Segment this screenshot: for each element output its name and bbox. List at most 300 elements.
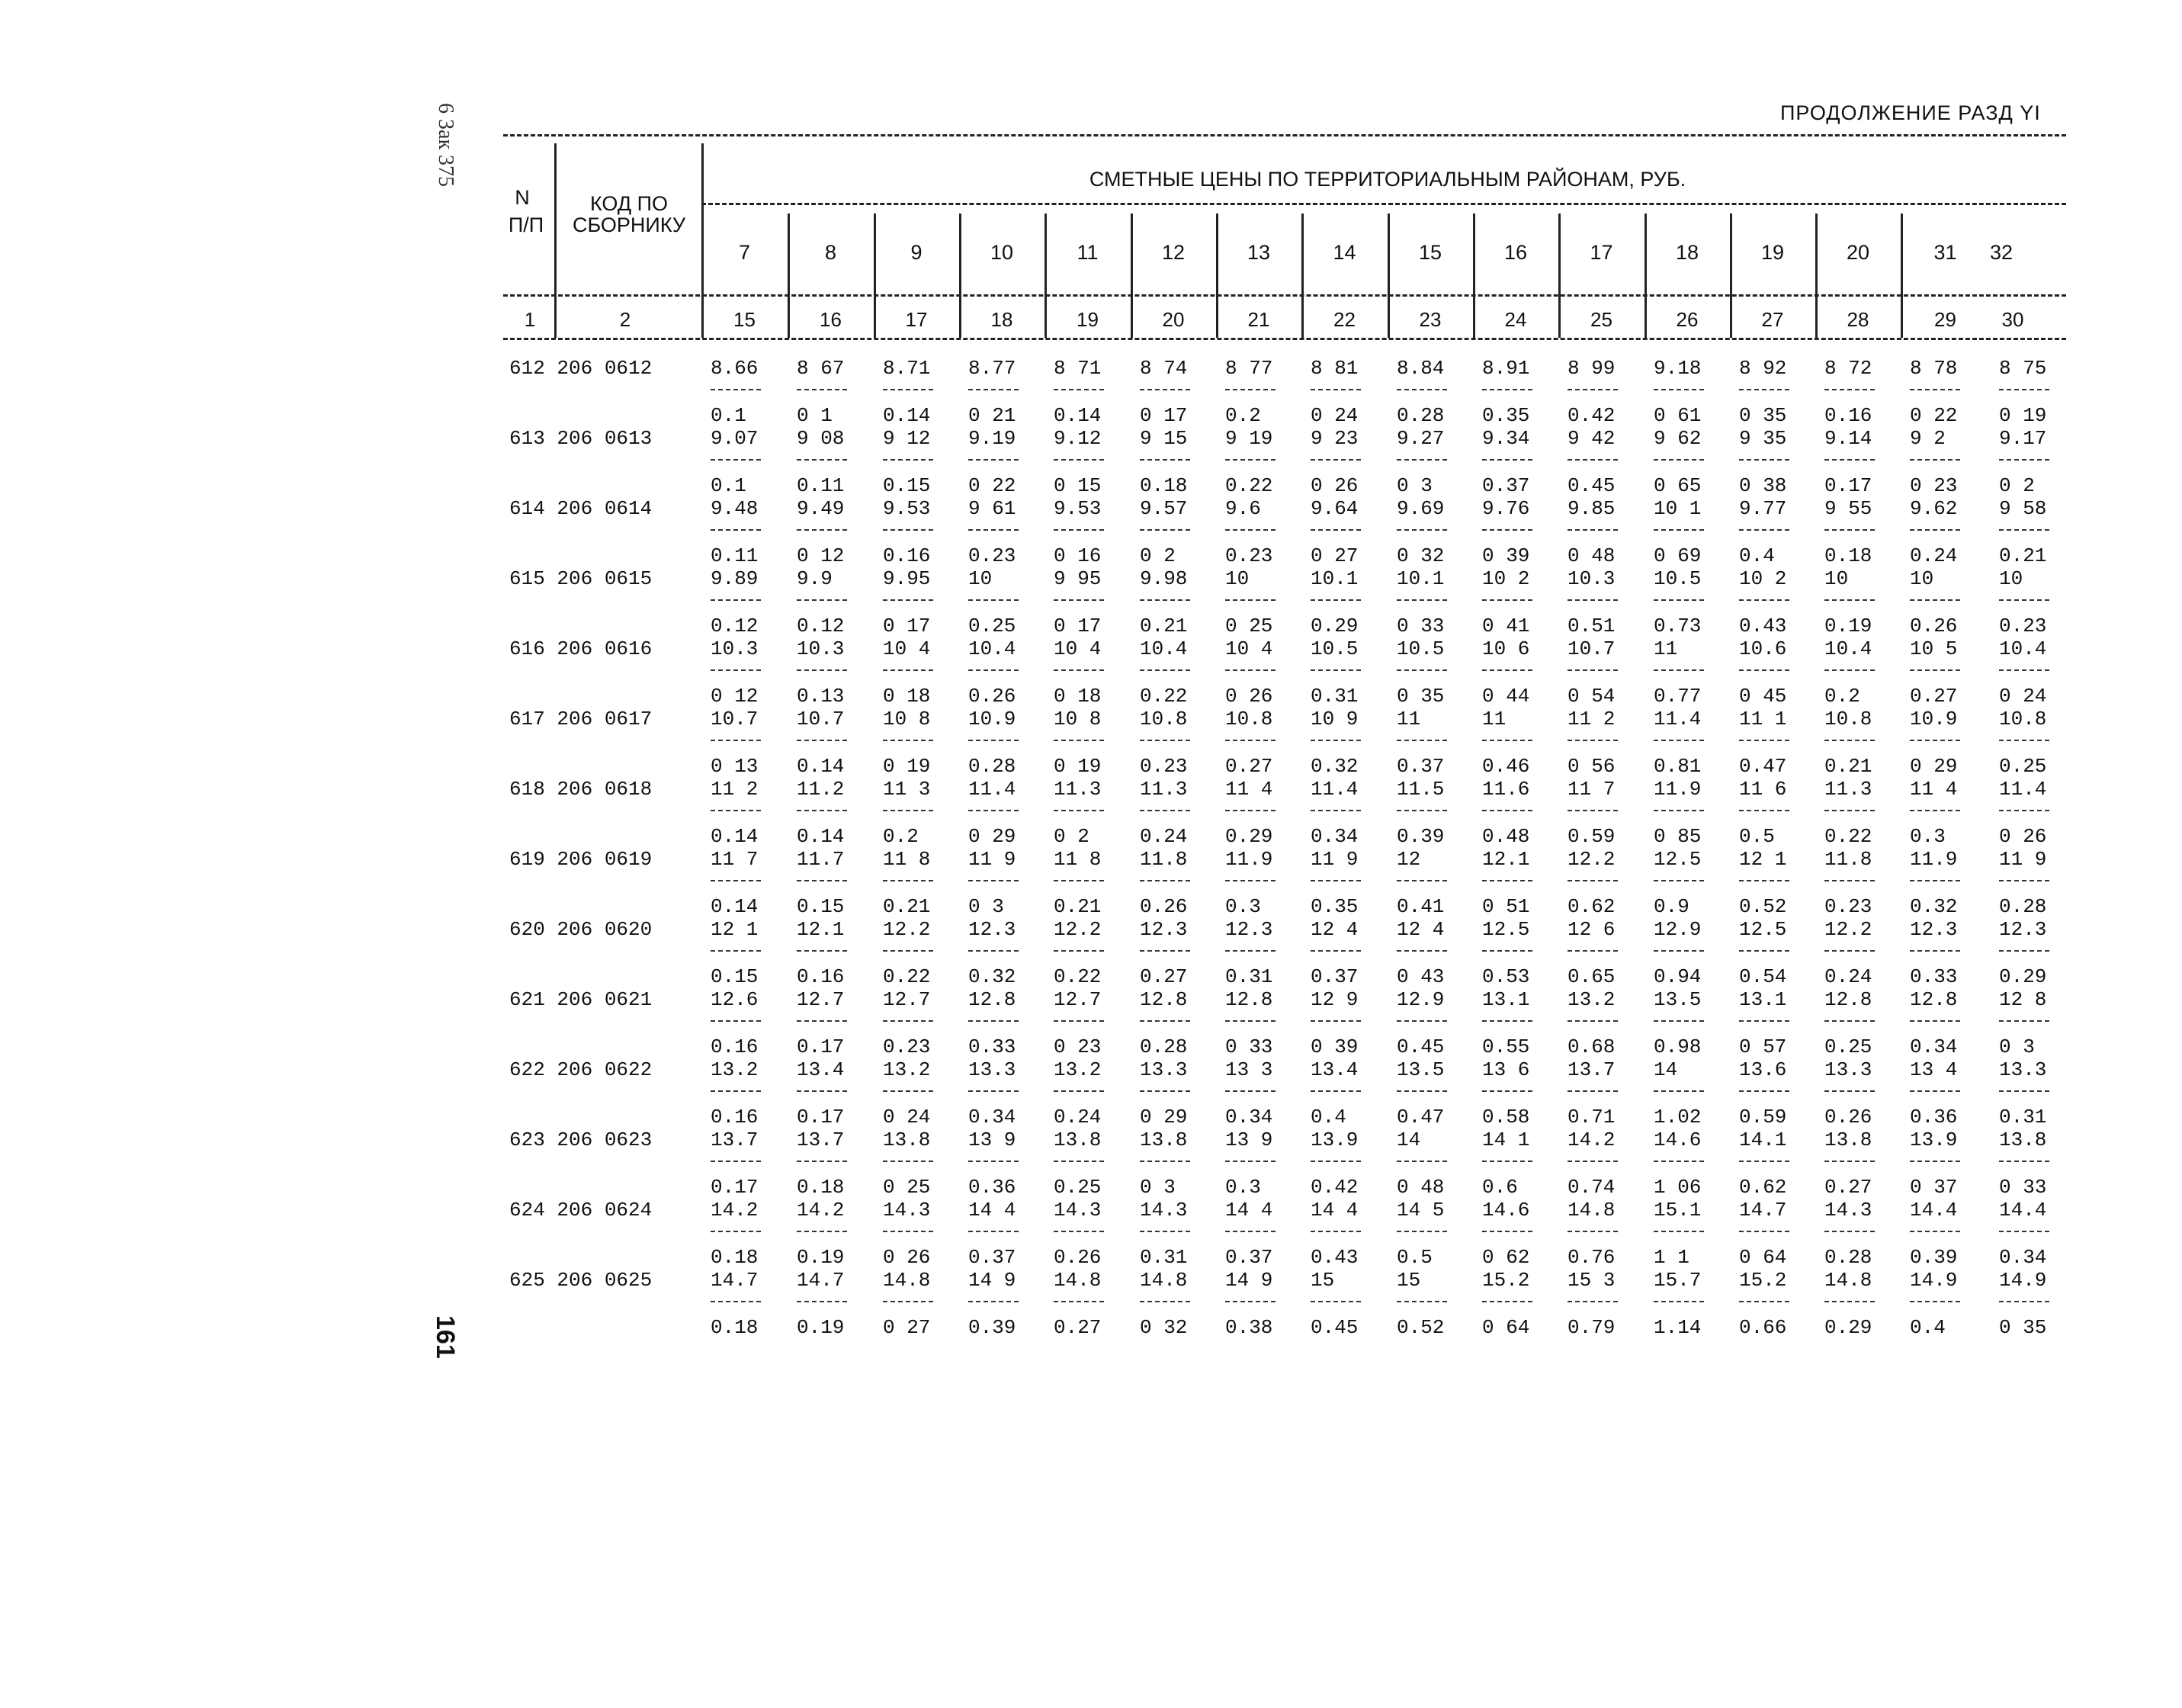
price-value: 12.3 — [1140, 918, 1188, 941]
delta-value: 0.4 — [1739, 544, 1775, 567]
order-margin-note: 6 Зак 375 — [434, 103, 457, 188]
price-separator — [1397, 529, 1447, 531]
delta-value: 0.23 — [1140, 755, 1188, 778]
price-separator — [1054, 740, 1104, 741]
price-separator — [1824, 880, 1875, 881]
delta-value: 0 21 — [968, 404, 1016, 427]
delta-value: 0.2 — [883, 825, 919, 848]
delta-value: 0.41 — [1397, 895, 1445, 918]
price-value: 12.1 — [1482, 848, 1530, 871]
delta-value: 0.6 — [1482, 1176, 1518, 1199]
price-value: 14.6 — [1482, 1199, 1530, 1222]
price-separator — [1140, 459, 1190, 461]
delta-value: 0.24 — [1054, 1106, 1102, 1128]
price-separator — [1482, 740, 1532, 741]
price-separator — [1482, 1020, 1532, 1022]
price-separator — [1568, 1020, 1618, 1022]
price-separator — [1054, 389, 1104, 390]
price-separator — [1397, 389, 1447, 390]
row-code: 616 206 0616 — [509, 637, 653, 660]
price-value: 9.48 — [711, 497, 759, 520]
price-separator — [1824, 599, 1875, 601]
rule-header-bottom — [503, 338, 2066, 340]
price-separator — [1311, 1231, 1361, 1232]
header-group-title: СМЕТНЫЕ ЦЕНЫ ПО ТЕРРИТОРИАЛЬНЫМ РАЙОНАМ, РУБ. — [1089, 168, 1686, 191]
price-value: 9.62 — [1910, 497, 1958, 520]
delta-value: 0 16 — [1054, 544, 1102, 567]
price-separator — [1054, 599, 1104, 601]
price-value: 14 4 — [968, 1199, 1016, 1222]
price-value: 11.5 — [1397, 778, 1445, 801]
colnum-n: 1 — [524, 308, 536, 331]
price-separator — [1311, 529, 1361, 531]
delta-value: 0.15 — [797, 895, 845, 918]
delta-value: 0.31 — [1225, 965, 1273, 988]
price-separator — [1739, 1231, 1789, 1232]
price-value: 8.71 — [883, 357, 931, 380]
price-value: 11 4 — [1225, 778, 1273, 801]
price-separator — [1225, 950, 1276, 952]
price-value: 14.1 — [1739, 1128, 1787, 1151]
price-separator — [1910, 740, 1960, 741]
delta-value: 0.24 — [1824, 965, 1872, 988]
delta-value: 0.16 — [797, 965, 845, 988]
colnum-region: 19 — [1077, 308, 1099, 331]
delta-value: 0 19 — [1999, 404, 2047, 427]
price-separator — [1739, 1020, 1789, 1022]
price-separator — [1482, 599, 1532, 601]
price-separator — [1654, 669, 1704, 671]
price-value: 9.77 — [1739, 497, 1787, 520]
price-value: 12.7 — [1054, 988, 1102, 1011]
price-value: 13.9 — [1910, 1128, 1958, 1151]
price-separator — [883, 880, 933, 881]
price-value: 12.8 — [1910, 988, 1958, 1011]
price-separator — [1482, 950, 1532, 952]
delta-value: 0 33 — [1999, 1176, 2047, 1199]
delta-value: 0.17 — [1824, 474, 1872, 497]
price-separator — [1999, 529, 2049, 531]
region-header: 18 — [1675, 241, 1699, 264]
delta-value: 0.26 — [1824, 1106, 1872, 1128]
delta-value: 0.59 — [1739, 1106, 1787, 1128]
price-value: 14.4 — [1910, 1199, 1958, 1222]
delta-value: 0.4 — [1910, 1316, 1946, 1339]
price-value: 13.1 — [1482, 988, 1530, 1011]
price-separator — [1654, 950, 1704, 952]
rule-mid — [503, 294, 2066, 297]
delta-value: 0.36 — [1910, 1106, 1958, 1128]
price-value: 11 1 — [1739, 708, 1787, 730]
region-header: 15 — [1418, 241, 1442, 264]
price-separator — [1397, 1231, 1447, 1232]
delta-value: 0 29 — [1910, 755, 1958, 778]
price-value: 11.4 — [968, 778, 1016, 801]
price-value: 13.1 — [1739, 988, 1787, 1011]
delta-value: 0.55 — [1482, 1035, 1530, 1058]
colnum-region: 22 — [1333, 308, 1356, 331]
delta-value: 0.62 — [1739, 1176, 1787, 1199]
price-separator — [1397, 459, 1447, 461]
price-separator — [1654, 529, 1704, 531]
price-value: 14.7 — [797, 1269, 845, 1292]
price-value: 10.7 — [1568, 637, 1616, 660]
price-value: 14.3 — [1140, 1199, 1188, 1222]
price-value: 10 4 — [1225, 637, 1273, 660]
price-separator — [1739, 459, 1789, 461]
price-value: 11 4 — [1910, 778, 1958, 801]
price-value: 9.76 — [1482, 497, 1530, 520]
delta-value: 0.66 — [1739, 1316, 1787, 1339]
delta-value: 0 39 — [1311, 1035, 1359, 1058]
price-separator — [711, 529, 761, 531]
price-value: 11 9 — [1999, 848, 2047, 871]
delta-value: 1.14 — [1654, 1316, 1702, 1339]
price-value: 12.8 — [1225, 988, 1273, 1011]
price-separator — [968, 1301, 1019, 1302]
price-value: 13.8 — [883, 1128, 931, 1151]
price-value: 9 35 — [1739, 427, 1787, 450]
delta-value: 0.25 — [1824, 1035, 1872, 1058]
delta-value: 0 23 — [1910, 474, 1958, 497]
price-value: 13.7 — [797, 1128, 845, 1151]
price-value: 11 8 — [1054, 848, 1102, 871]
delta-value: 0.71 — [1568, 1106, 1616, 1128]
delta-value: 0.31 — [1311, 685, 1359, 708]
price-separator — [1999, 1161, 2049, 1162]
delta-value: 0.74 — [1568, 1176, 1616, 1199]
price-value: 13.4 — [1311, 1058, 1359, 1081]
price-separator — [1225, 810, 1276, 811]
colnum-code: 2 — [619, 308, 631, 331]
price-value: 9 58 — [1999, 497, 2047, 520]
price-separator — [1824, 810, 1875, 811]
delta-value: 0 35 — [1739, 404, 1787, 427]
price-value: 11.6 — [1482, 778, 1530, 801]
delta-value: 0.81 — [1654, 755, 1702, 778]
price-separator — [1999, 1301, 2049, 1302]
price-separator — [1311, 669, 1361, 671]
region-header: 9 — [910, 241, 923, 264]
price-separator — [1397, 1020, 1447, 1022]
delta-value: 0.77 — [1654, 685, 1702, 708]
price-value: 10.3 — [711, 637, 759, 660]
price-separator — [1910, 1231, 1960, 1232]
price-separator — [1999, 740, 2049, 741]
delta-value: 0.43 — [1739, 615, 1787, 637]
delta-value: 0.17 — [797, 1035, 845, 1058]
price-separator — [1054, 1020, 1104, 1022]
price-value: 13.3 — [968, 1058, 1016, 1081]
price-separator — [1225, 1231, 1276, 1232]
delta-value: 0.48 — [1482, 825, 1530, 848]
price-value: 9 12 — [883, 427, 931, 450]
price-value: 8 72 — [1824, 357, 1872, 380]
price-value: 11 3 — [883, 778, 931, 801]
price-separator — [1397, 669, 1447, 671]
delta-value: 0.33 — [968, 1035, 1016, 1058]
price-separator — [1482, 1090, 1532, 1092]
price-value: 11 9 — [968, 848, 1016, 871]
delta-value: 0 33 — [1397, 615, 1445, 637]
price-value: 9.98 — [1140, 567, 1188, 590]
delta-value: 0.15 — [711, 965, 759, 988]
delta-value: 0.19 — [797, 1246, 845, 1269]
delta-value: 0 69 — [1654, 544, 1702, 567]
delta-value: 0.26 — [1140, 895, 1188, 918]
price-value: 11.8 — [1140, 848, 1188, 871]
price-value: 10 — [1999, 567, 2023, 590]
price-separator — [1739, 880, 1789, 881]
price-separator — [883, 1161, 933, 1162]
price-value: 12.2 — [1568, 848, 1616, 871]
price-separator — [797, 1231, 847, 1232]
price-separator — [1654, 599, 1704, 601]
delta-value: 0.39 — [1910, 1246, 1958, 1269]
price-value: 9.14 — [1824, 427, 1872, 450]
price-separator — [797, 599, 847, 601]
price-separator — [968, 950, 1019, 952]
delta-value: 0.65 — [1568, 965, 1616, 988]
price-value: 8 81 — [1311, 357, 1359, 380]
price-value: 14.9 — [1910, 1269, 1958, 1292]
delta-value: 0.25 — [968, 615, 1016, 637]
colnum-region: 26 — [1676, 308, 1699, 331]
delta-value: 0.52 — [1397, 1316, 1445, 1339]
price-separator — [1910, 389, 1960, 390]
delta-value: 0.21 — [1054, 895, 1102, 918]
price-separator — [883, 1301, 933, 1302]
price-value: 13.6 — [1739, 1058, 1787, 1081]
price-separator — [1397, 1301, 1447, 1302]
price-value: 12.9 — [1397, 988, 1445, 1011]
price-separator — [1140, 1231, 1190, 1232]
price-value: 9.49 — [797, 497, 845, 520]
price-separator — [1140, 1090, 1190, 1092]
delta-value: 0 32 — [1397, 544, 1445, 567]
delta-value: 0 3 — [968, 895, 1004, 918]
price-separator — [1739, 599, 1789, 601]
delta-value: 0.32 — [1910, 895, 1958, 918]
price-separator — [1568, 389, 1618, 390]
price-value: 12 6 — [1568, 918, 1616, 941]
price-separator — [1397, 599, 1447, 601]
delta-value: 0.3 — [1225, 895, 1261, 918]
delta-value: 0 2 — [1999, 474, 2035, 497]
delta-value: 0.23 — [1824, 895, 1872, 918]
delta-value: 0.53 — [1482, 965, 1530, 988]
delta-value: 0 2 — [1140, 544, 1176, 567]
price-separator — [1739, 950, 1789, 952]
price-value: 13.5 — [1397, 1058, 1445, 1081]
price-separator — [1739, 1090, 1789, 1092]
price-value: 9 61 — [968, 497, 1016, 520]
price-separator — [1654, 389, 1704, 390]
price-value: 12 — [1397, 848, 1421, 871]
price-separator — [1397, 810, 1447, 811]
row-code: 624 206 0624 — [509, 1199, 653, 1222]
price-separator — [1225, 880, 1276, 881]
price-value: 9.69 — [1397, 497, 1445, 520]
delta-value: 0 26 — [1999, 825, 2047, 848]
price-separator — [1568, 810, 1618, 811]
price-separator — [968, 599, 1019, 601]
price-value: 14.8 — [1824, 1269, 1872, 1292]
delta-value: 0.16 — [711, 1106, 759, 1128]
delta-value: 0.12 — [711, 615, 759, 637]
price-value: 11 9 — [1311, 848, 1359, 871]
price-separator — [1311, 740, 1361, 741]
delta-value: 0.34 — [1910, 1035, 1958, 1058]
price-separator — [1311, 810, 1361, 811]
price-separator — [1654, 810, 1704, 811]
price-value: 10 2 — [1739, 567, 1787, 590]
price-separator — [1225, 1161, 1276, 1162]
price-value: 14.8 — [1568, 1199, 1616, 1222]
price-separator — [711, 1090, 761, 1092]
region-header: 19 — [1760, 241, 1785, 264]
delta-value: 0.27 — [1225, 755, 1273, 778]
price-separator — [1054, 459, 1104, 461]
price-value: 13.5 — [1654, 988, 1702, 1011]
price-separator — [1311, 599, 1361, 601]
delta-value: 0.34 — [968, 1106, 1016, 1128]
row-code: 623 206 0623 — [509, 1128, 653, 1151]
price-separator — [968, 740, 1019, 741]
price-value: 9.12 — [1054, 427, 1102, 450]
price-value: 10.7 — [797, 708, 845, 730]
price-value: 12 1 — [711, 918, 759, 941]
price-separator — [1054, 1161, 1104, 1162]
region-header: 17 — [1590, 241, 1613, 264]
price-separator — [1824, 1231, 1875, 1232]
delta-value: 0.34 — [1999, 1246, 2047, 1269]
price-value: 15.2 — [1739, 1269, 1787, 1292]
delta-value: 0.39 — [968, 1316, 1016, 1339]
price-separator — [1482, 389, 1532, 390]
delta-value: 0.46 — [1482, 755, 1530, 778]
delta-value: 0 24 — [1311, 404, 1359, 427]
price-value: 8.91 — [1482, 357, 1530, 380]
price-separator — [797, 880, 847, 881]
price-separator — [1824, 459, 1875, 461]
delta-value: 0.17 — [797, 1106, 845, 1128]
delta-value: 0.45 — [1568, 474, 1616, 497]
delta-value: 0.26 — [968, 685, 1016, 708]
price-value: 10 — [1225, 567, 1250, 590]
header-n-label: N — [515, 186, 530, 209]
price-value: 9.9 — [797, 567, 833, 590]
page-title: ПРОДОЛЖЕНИЕ РАЗД YI — [1780, 101, 2041, 124]
price-separator — [1568, 669, 1618, 671]
delta-value: 0 41 — [1482, 615, 1530, 637]
price-value: 13 6 — [1482, 1058, 1530, 1081]
delta-value: 0.42 — [1568, 404, 1616, 427]
price-value: 10 4 — [1054, 637, 1102, 660]
delta-value: 0 65 — [1654, 474, 1702, 497]
price-separator — [1054, 810, 1104, 811]
price-value: 10.4 — [1140, 637, 1188, 660]
delta-value: 0.37 — [1397, 755, 1445, 778]
price-value: 13.2 — [1568, 988, 1616, 1011]
delta-value: 0.2 — [1225, 404, 1261, 427]
price-separator — [1054, 669, 1104, 671]
price-value: 10 2 — [1482, 567, 1530, 590]
region-header: 11 — [1077, 241, 1099, 264]
price-separator — [1999, 599, 2049, 601]
price-separator — [1999, 389, 2049, 390]
price-value: 14.7 — [711, 1269, 759, 1292]
price-separator — [797, 1020, 847, 1022]
price-value: 13.4 — [797, 1058, 845, 1081]
delta-value: 0 27 — [1311, 544, 1359, 567]
price-value: 9 42 — [1568, 427, 1616, 450]
price-separator — [797, 389, 847, 390]
row-code: 614 206 0614 — [509, 497, 653, 520]
price-value: 14 — [1397, 1128, 1421, 1151]
price-separator — [711, 1020, 761, 1022]
price-value: 12.9 — [1654, 918, 1702, 941]
price-separator — [797, 459, 847, 461]
price-separator — [1654, 1231, 1704, 1232]
price-separator — [1225, 740, 1276, 741]
price-value: 11.4 — [1999, 778, 2047, 801]
price-value: 11.9 — [1225, 848, 1273, 871]
delta-value: 0.26 — [1910, 615, 1958, 637]
price-separator — [1054, 529, 1104, 531]
price-separator — [797, 529, 847, 531]
price-value: 9.53 — [883, 497, 931, 520]
price-value: 13.8 — [1999, 1128, 2047, 1151]
price-value: 8.77 — [968, 357, 1016, 380]
row-code: 615 206 0615 — [509, 567, 653, 590]
delta-value: 0.21 — [883, 895, 931, 918]
delta-value: 1 1 — [1654, 1246, 1689, 1269]
price-separator — [1654, 740, 1704, 741]
delta-value: 0.18 — [711, 1316, 759, 1339]
price-value: 14 1 — [1482, 1128, 1530, 1151]
delta-value: 0 1 — [797, 404, 833, 427]
price-value: 9 08 — [797, 427, 845, 450]
row-code: 622 206 0622 — [509, 1058, 653, 1081]
price-separator — [1482, 529, 1532, 531]
price-separator — [1225, 599, 1276, 601]
delta-value: 0.51 — [1568, 615, 1616, 637]
delta-value: 0 17 — [1140, 404, 1188, 427]
delta-value: 0.34 — [1311, 825, 1359, 848]
delta-value: 0 17 — [883, 615, 931, 637]
region-header: 10 — [990, 241, 1014, 264]
price-separator — [1140, 880, 1190, 881]
price-value: 14.4 — [1999, 1199, 2047, 1222]
delta-value: 0 3 — [1999, 1035, 2035, 1058]
region-header: 31 — [1933, 241, 1957, 264]
price-value: 10.8 — [1225, 708, 1273, 730]
price-value: 13.7 — [1568, 1058, 1616, 1081]
price-separator — [1054, 1090, 1104, 1092]
delta-value: 0 25 — [1225, 615, 1273, 637]
delta-value: 0.19 — [1824, 615, 1872, 637]
price-value: 15 — [1397, 1269, 1421, 1292]
price-separator — [1397, 740, 1447, 741]
price-value: 13.9 — [1311, 1128, 1359, 1151]
price-separator — [1739, 389, 1789, 390]
delta-value: 0 37 — [1910, 1176, 1958, 1199]
price-separator — [1397, 880, 1447, 881]
price-value: 11 — [1654, 637, 1678, 660]
price-value: 11.3 — [1140, 778, 1188, 801]
price-value: 14.8 — [883, 1269, 931, 1292]
